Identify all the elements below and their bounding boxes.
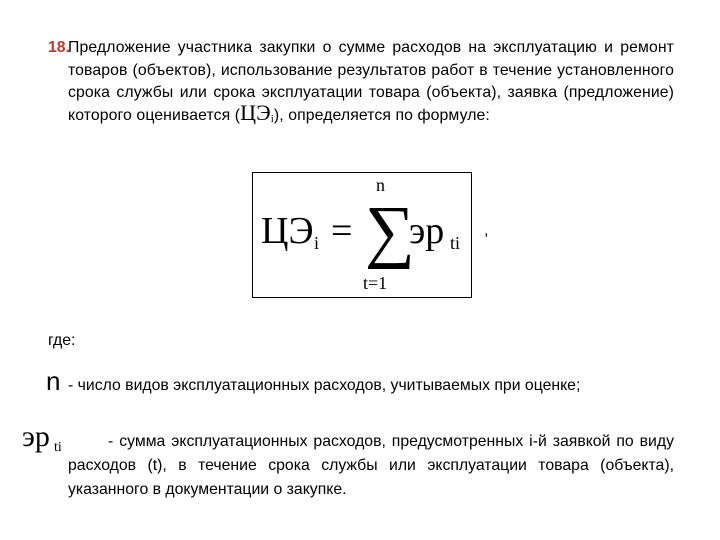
n-symbol: n <box>46 366 61 396</box>
item-text-before: Предложение участника закупки о сумме расходов на эксплуатацию и ремонт товаров (объектов), использование результатов работ в течение установленного срока службы или срока эксплуатации товара (объекта), заявка (предложение) которого оценивается ( <box>68 39 674 124</box>
formula-lhs-sub: i <box>314 233 320 253</box>
formula-trailing-comma: , <box>484 222 489 239</box>
inline-symbol-main: ЦЭ <box>240 99 271 125</box>
er-symbol: эр <box>22 420 50 453</box>
inline-symbol-sub: i <box>270 112 274 125</box>
inline-symbol <box>240 100 274 125</box>
formula-box <box>252 172 472 298</box>
item-text-after: ), определяется по формуле: <box>273 106 490 124</box>
formula-rhs-sub: ti <box>450 233 461 253</box>
formula-upper-limit: n <box>376 175 385 195</box>
item-number: 18. <box>48 39 70 56</box>
er-symbol-sub: ti <box>54 440 62 455</box>
formula-rhs: эр <box>409 210 445 252</box>
formula-equals: = <box>331 210 353 252</box>
n-definition: - число видов эксплуатационных расходов, учитываемых при оценке; <box>68 377 581 394</box>
formula-lhs: ЦЭ <box>261 210 314 252</box>
er-definition-text: - сумма эксплуатационных расходов, предусмотренных i-й заявкой по виду расходов (t), в течение срока службы или эксплуатации товара (объекта), указанного в документации о закупке. <box>68 433 674 498</box>
item-paragraph <box>68 37 674 127</box>
formula-lower-limit: t=1 <box>363 273 388 293</box>
where-label: где: <box>48 332 76 349</box>
formula-sigma: ∑ <box>365 193 415 270</box>
er-definition <box>68 430 674 502</box>
